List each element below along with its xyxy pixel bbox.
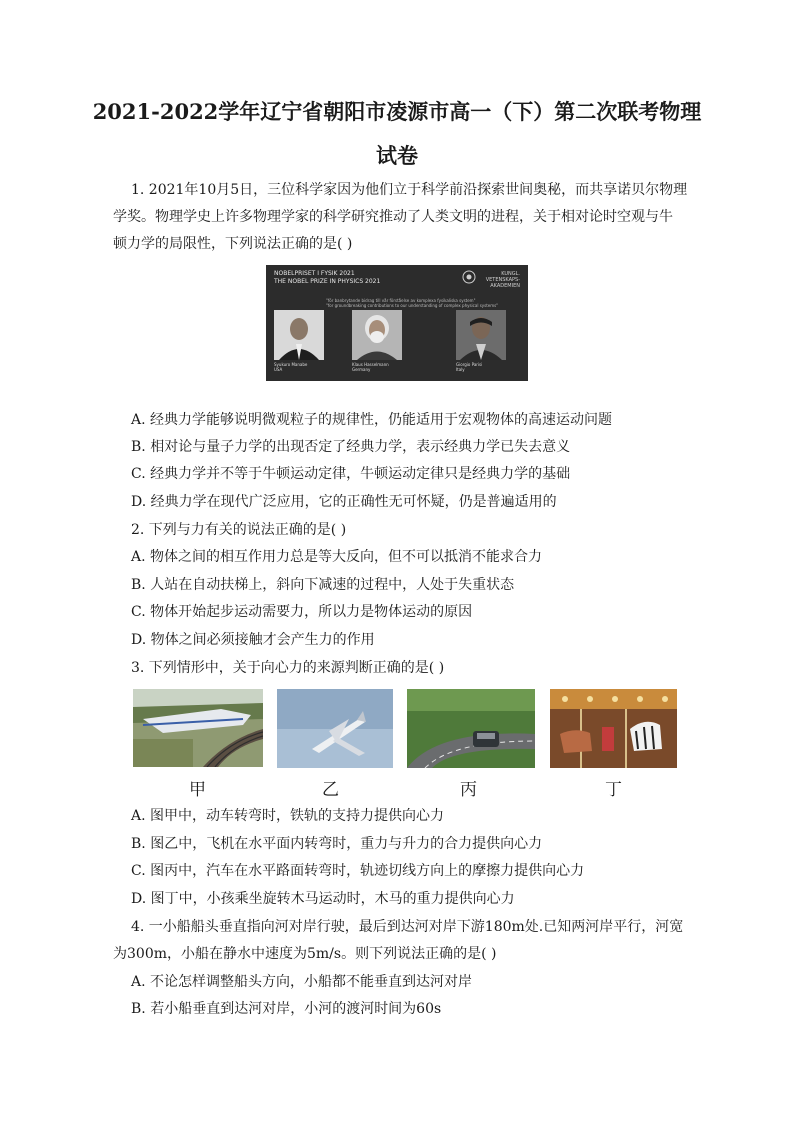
nobel-header-english: THE NOBEL PRIZE IN PHYSICS 2021	[274, 278, 381, 285]
nobel-motto-swedish: "för banbrytande bidrag till vår förståelse av komplexa fysikaliska system"	[326, 298, 476, 303]
question-3-option-a: A. 图甲中，动车转弯时，铁轨的支持力提供向心力	[131, 808, 445, 824]
laureate-name: Giorgio Parisi	[456, 362, 483, 367]
laureate-country: USA	[274, 367, 283, 372]
carousel-horse-photo	[550, 689, 677, 768]
question-1-stem-line-1: 1. 2021年10月5日，三位科学家因为他们立于科学前沿探索世间奥秘，而共享诺贝尔物理	[131, 182, 688, 198]
page-title-continued: 试卷	[376, 143, 418, 168]
laureate-portrait-parisi	[456, 310, 506, 360]
picture-label-yi: 乙	[322, 780, 339, 800]
picture-label-jia: 甲	[189, 780, 206, 800]
question-1-option-a: A. 经典力学能够说明微观粒子的规律性，仍能适用于宏观物体的高速运动问题	[131, 412, 613, 428]
picture-label-ding: 丁	[605, 780, 622, 800]
academy-seal-icon	[462, 270, 476, 284]
page-title: 2021-2022学年辽宁省朝阳市凌源市高一（下）第二次联考物理	[92, 99, 702, 124]
question-2-option-c: C. 物体开始起步运动需要力，所以力是物体运动的原因	[131, 604, 473, 620]
question-3-option-c: C. 图丙中，汽车在水平路面转弯时，轨迹切线方向上的摩擦力提供向心力	[131, 863, 585, 879]
laureate-name: Syukuro Manabe	[274, 362, 308, 367]
laureate-country: Italy	[456, 367, 465, 372]
question-4-option-a: A. 不论怎样调整船头方向，小船都不能垂直到达河对岸	[131, 974, 473, 990]
question-2-stem: 2. 下列与力有关的说法正确的是( )	[131, 522, 347, 538]
question-4-stem-line-1: 4. 一小船船头垂直指向河对岸行驶，最后到达河对岸下游180m处.已知两河岸平行，河宽	[131, 919, 684, 935]
train-curve-photo	[133, 689, 263, 767]
question-3-option-d: D. 图丁中，小孩乘坐旋转木马运动时，木马的重力提供向心力	[131, 891, 515, 907]
question-2-option-b: B. 人站在自动扶梯上，斜向下减速的过程中，人处于失重状态	[131, 577, 515, 593]
question-1-option-c: C. 经典力学并不等于牛顿运动定律，牛顿运动定律只是经典力学的基础	[131, 466, 571, 482]
question-3-stem: 3. 下列情形中，关于向心力的来源判断正确的是( )	[131, 660, 445, 676]
laureate-portrait-hasselmann	[352, 310, 402, 360]
question-1-option-d: D. 经典力学在现代广泛应用，它的正确性无可怀疑，仍是普遍适用的	[131, 494, 557, 510]
question-4-option-b: B. 若小船垂直到达河对岸，小河的渡河时间为60s	[131, 1001, 442, 1017]
laureate-name: Klaus Hasselmann	[352, 362, 389, 367]
laureate-portrait-manabe	[274, 310, 324, 360]
question-1-stem-line-2: 学奖。物理学史上许多物理学家的科学研究推动了人类文明的进程，关于相对论时空观与牛	[113, 209, 673, 225]
car-turning-photo	[407, 689, 535, 768]
picture-label-bing: 丙	[460, 780, 477, 800]
nobel-prize-image	[266, 265, 528, 381]
laureate-country: Germany	[352, 367, 371, 372]
question-1-option-b: B. 相对论与量子力学的出现否定了经典力学，表示经典力学已失去意义	[131, 439, 571, 455]
nobel-motto-english: "for groundbreaking contributions to our understanding of complex physical systems"	[326, 303, 499, 308]
question-1-stem-line-3: 顿力学的局限性，下列说法正确的是( )	[113, 236, 353, 252]
academy-line-3: AKADEMIEN	[490, 283, 520, 289]
nobel-header-swedish: NOBELPRISET I FYSIK 2021	[274, 270, 355, 277]
academy-line-1: KUNGL.	[501, 271, 520, 277]
question-2-option-d: D. 物体之间必须接触才会产生力的作用	[131, 632, 375, 648]
airplane-turning-photo	[277, 689, 393, 768]
academy-line-2: VETENSKAPS-	[485, 277, 520, 283]
question-3-option-b: B. 图乙中，飞机在水平面内转弯时，重力与升力的合力提供向心力	[131, 836, 543, 852]
question-4-stem-line-2: 为300m，小船在静水中速度为5m/s。则下列说法正确的是( )	[113, 946, 497, 962]
question-2-option-a: A. 物体之间的相互作用力总是等大反向，但不可以抵消不能求合力	[131, 549, 543, 565]
